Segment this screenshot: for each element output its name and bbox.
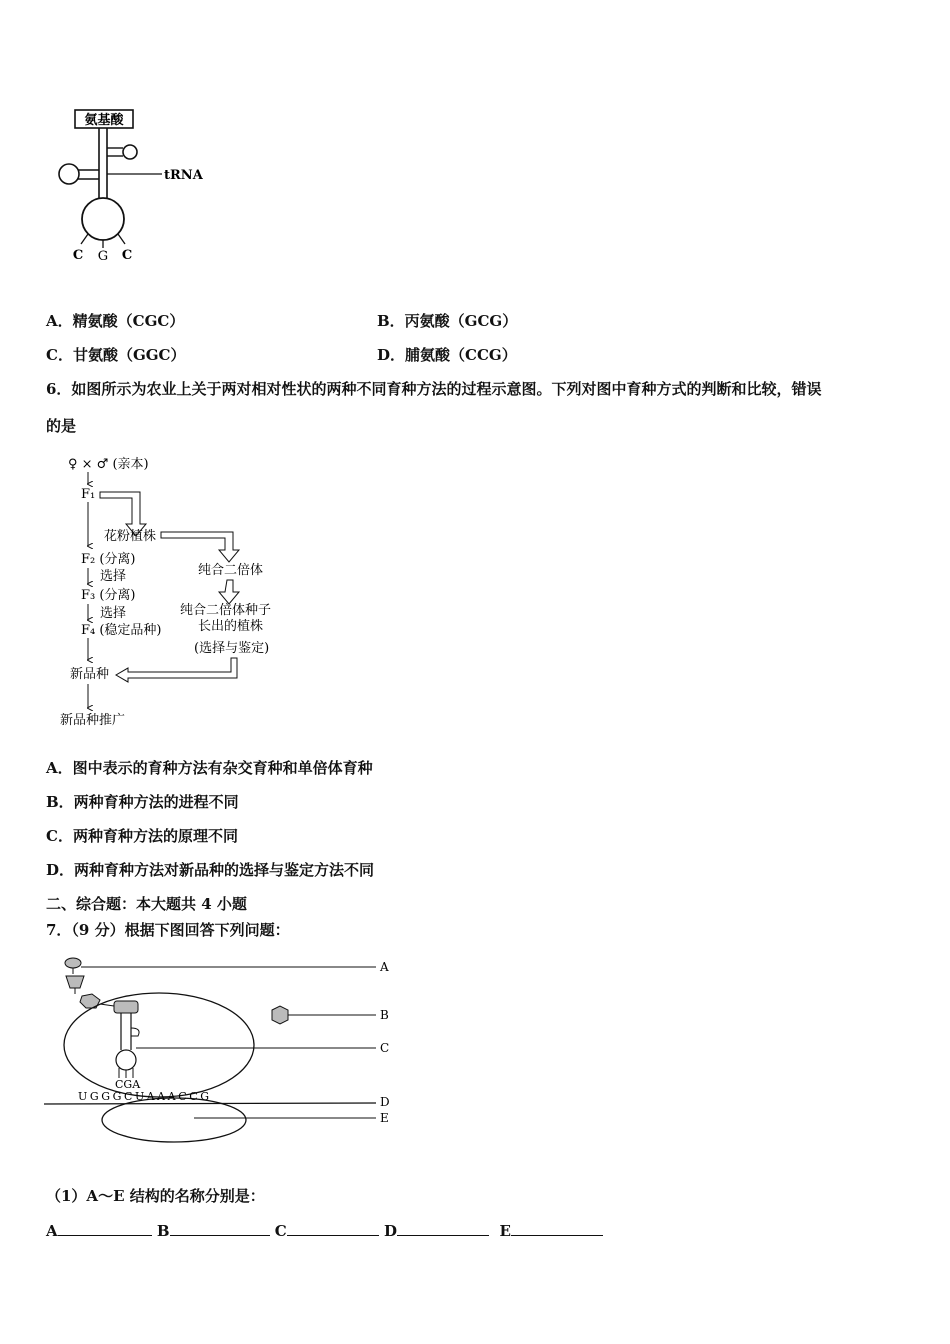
f1-label: F₁ (81, 487, 96, 502)
promotion-label: 新品种推广 (60, 713, 126, 728)
translation-figure (44, 950, 414, 1150)
f4-label: F₄ (稳定品种) (81, 623, 162, 638)
blank-label-c: C (274, 1222, 287, 1240)
q6-option-a: A．图中表示的育种方法有杂交育种和单倍体育种 (46, 759, 373, 777)
blank-label-e: E (499, 1222, 511, 1240)
anticodon-base-1: C (72, 248, 84, 263)
f2-label: F₂ (分离) (81, 552, 136, 567)
parents-label: ♀ × ♂ (亲本) (68, 457, 149, 472)
seed-line2: 长出的植株 (198, 619, 264, 634)
figure-label-e: E (380, 1111, 389, 1125)
blank-a[interactable] (58, 1221, 152, 1236)
blank-label-b: B (156, 1222, 170, 1240)
q6-option-d: D．两种育种方法对新品种的选择与鉴定方法不同 (46, 861, 375, 879)
diploid-label: 纯合二倍体 (198, 563, 264, 578)
q5-option-b: B．丙氨酸（GCG） (377, 312, 518, 330)
anticodon-base-3: C (121, 248, 133, 263)
blank-d[interactable] (397, 1221, 489, 1236)
figure-mrna: UGGGCUAAACCG (78, 1090, 212, 1103)
q7-sub1: （1）A～E 结构的名称分别是： (46, 1187, 265, 1205)
q6-stem-line1: 6．如图所示为农业上关于两对相对性状的两种不同育种方法的过程示意图。下列对图中育种方式的判断和比较，错误 (46, 380, 822, 398)
blank-c[interactable] (287, 1221, 379, 1236)
amino-acid-label: 氨基酸 (84, 113, 124, 128)
seed-line3: (选择与鉴定) (194, 641, 270, 656)
pollen-label: 花粉植株 (104, 529, 157, 544)
select2-label: 选择 (100, 606, 127, 621)
figure-label-c: C (380, 1041, 390, 1055)
new-variety-label: 新品种 (70, 667, 110, 682)
blank-label-d: D (383, 1222, 397, 1240)
seed-line1: 纯合二倍体种子 (180, 603, 272, 618)
figure-label-a: A (380, 960, 389, 974)
q7-stem: 7．（9 分）根据下图回答下列问题： (46, 921, 290, 939)
select1-label: 选择 (100, 569, 127, 584)
figure-anticodon: CGA (115, 1078, 141, 1091)
q6-option-c: C．两种育种方法的原理不同 (46, 827, 238, 845)
answer-blanks (46, 1221, 603, 1241)
blank-b[interactable] (170, 1221, 270, 1236)
q5-option-a: A．精氨酸（CGC） (46, 312, 185, 330)
figure-label-b: B (380, 1008, 389, 1022)
blank-e[interactable] (511, 1221, 603, 1236)
figure-label-d: D (380, 1095, 390, 1109)
q5-option-c: C．甘氨酸（GGC） (46, 346, 186, 364)
breeding-diagram (48, 452, 308, 737)
q6-option-b: B．两种育种方法的进程不同 (46, 793, 239, 811)
trna-figure (50, 104, 220, 274)
trna-label: tRNA (164, 168, 203, 183)
blank-label-a: A (46, 1222, 58, 1240)
section-heading: 二、综合题：本大题共 4 小题 (46, 895, 247, 913)
q6-stem-line2: 的是 (46, 417, 77, 435)
q5-option-d: D．脯氨酸（CCG） (377, 346, 517, 364)
f3-label: F₃ (分离) (81, 588, 136, 603)
anticodon-base-2: G (97, 249, 109, 264)
